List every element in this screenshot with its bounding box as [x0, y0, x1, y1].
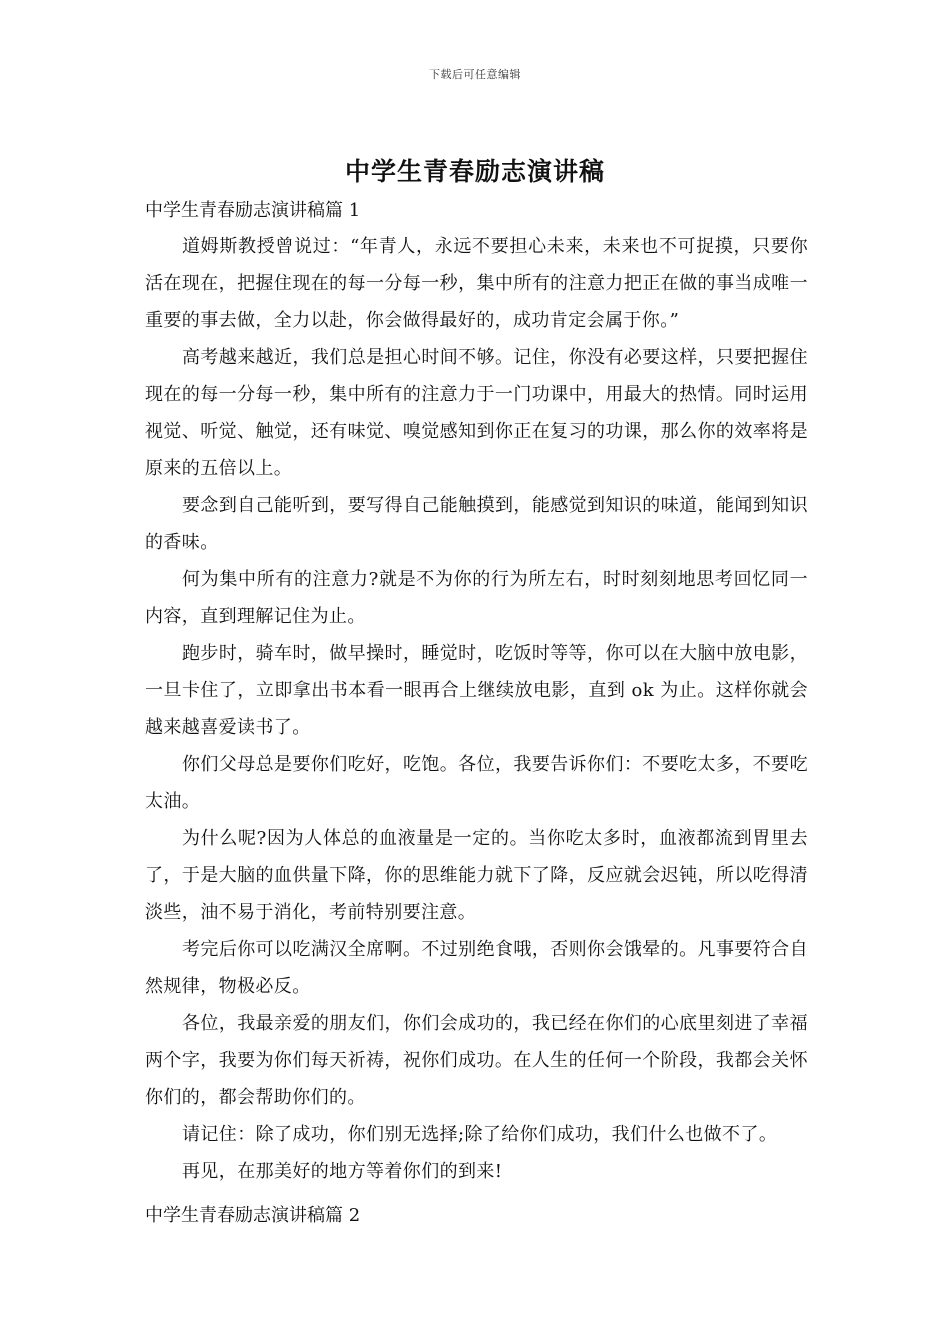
paragraph: 各位，我最亲爱的朋友们，你们会成功的，我已经在你们的心底里刻进了幸福两个字，我要为你们每天祈祷，祝你们成功。在人生的任何一个阶段，我都会关怀你们的，都会帮助你们的。: [145, 1013, 808, 1108]
document-body: [145, 197, 808, 1233]
header-note: 下载后可任意编辑: [429, 68, 521, 81]
paragraph: 要念到自己能听到，要写得自己能触摸到，能感觉到知识的味道，能闻到知识的香味。: [145, 495, 808, 553]
section-heading-1: 中学生青春励志演讲稿篇 1: [145, 200, 361, 221]
paragraph: 何为集中所有的注意力?就是不为你的行为所左右，时时刻刻地思考回忆同一内容，直到理解记住为止。: [145, 569, 808, 627]
paragraph: 为什么呢?因为人体总的血液量是一定的。当你吃太多时，血液都流到胃里去了，于是大脑的血供量下降，你的思维能力就下了降，反应就会迟钝，所以吃得清淡些，油不易于消化，考前特别要注意。: [145, 828, 808, 923]
paragraph: 高考越来越近，我们总是担心时间不够。记住，你没有必要这样，只要把握住现在的每一分每一秒，集中所有的注意力于一门功课中，用最大的热情。同时运用视觉、听觉、触觉，还有味觉、嗅觉感知到你正在复习的功课，那么你的效率将是原来的五倍以上。: [145, 347, 808, 479]
paragraph: 道姆斯教授曾说过：“年青人，永远不要担心未来，未来也不可捉摸，只要你活在现在，把握住现在的每一分每一秒，集中所有的注意力把正在做的事当成唯一重要的事去做，全力以赴，你会做得最好的，成功肯定会属于你。”: [145, 236, 808, 331]
paragraph: 你们父母总是要你们吃好，吃饱。各位，我要告诉你们：不要吃太多，不要吃太油。: [145, 754, 808, 812]
document-title: 中学生青春励志演讲稿: [344, 157, 605, 186]
paragraph: 跑步时，骑车时，做早操时，睡觉时，吃饭时等等，你可以在大脑中放电影，一旦卡住了，立即拿出书本看一眼再合上继续放电影，直到 ok 为止。这样你就会越来越喜爱读书了。: [145, 643, 808, 738]
paragraph: 请记住：除了成功，你们别无选择;除了给你们成功，我们什么也做不了。: [182, 1124, 778, 1145]
section-heading-2: 中学生青春励志演讲稿篇 2: [145, 1205, 361, 1226]
paragraph: 再见，在那美好的地方等着你们的到来!: [182, 1161, 503, 1182]
paragraph: 考完后你可以吃满汉全席啊。不过别绝食哦，否则你会饿晕的。凡事要符合自然规律，物极必反。: [145, 939, 808, 997]
